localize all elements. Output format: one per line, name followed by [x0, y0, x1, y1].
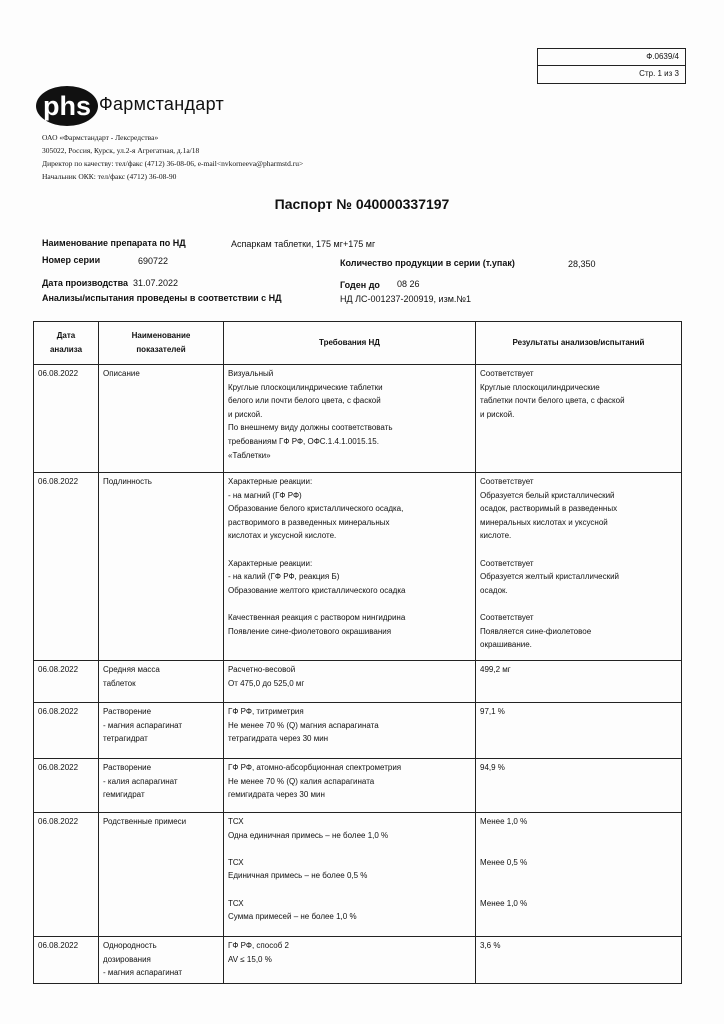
- table-row: [34, 661, 682, 703]
- header-date: Дата анализа: [34, 322, 99, 365]
- row-indicator: Растворение - магния аспарагинат тетрагидрат: [99, 703, 224, 759]
- table-row: [34, 759, 682, 813]
- company-address: 305022, Россия, Курск, ул.2-я Агрегатная, д.1а/18: [42, 146, 200, 155]
- row-date: 06.08.2022: [34, 661, 99, 703]
- logo-brand: phs: [42, 91, 92, 121]
- row-requirement: ТСХ Одна единичная примесь – не более 1,0 % ТСХ Единичная примесь – не более 0,5 % ТСХ Сумма примесей – не более 1,0 %: [224, 813, 476, 937]
- row-requirement: ГФ РФ, атомно-абсорбционная спектрометрия Не менее 70 % (Q) калия аспарагината гемигидрата через 30 мин: [224, 759, 476, 813]
- series-value: 690722: [138, 256, 169, 266]
- row-indicator: Родственные примеси: [99, 813, 224, 937]
- passport-title: Паспорт № 040000337197: [274, 196, 450, 212]
- logo-name: Фармстандарт: [99, 94, 225, 114]
- table-header-row: [34, 322, 682, 365]
- analysis-table: [33, 321, 682, 984]
- row-result: Соответствует Образуется белый кристаллический осадок, растворимый в разведенных минеральных кислотах и уксусной кислоте. Соответствует Образуется желтый кристаллический осадок. Соответствует Появляется сине-фиолетовое окрашивание.: [476, 473, 682, 661]
- nd-label: Анализы/испытания проведены в соответствии с НД: [42, 293, 282, 303]
- drug-value: Аспаркам таблетки, 175 мг+175 мг: [231, 239, 376, 249]
- row-date: 06.08.2022: [34, 703, 99, 759]
- row-result: 97,1 %: [476, 703, 682, 759]
- company-logo: [34, 84, 100, 133]
- page-counter: Стр. 1 из 3: [639, 69, 679, 78]
- row-date: 06.08.2022: [34, 937, 99, 984]
- table-row: [34, 937, 682, 984]
- form-code: Ф.0639/4: [538, 49, 685, 66]
- quality-director-contact: Директор по качеству: тел/факс (4712) 36-08-06, e-mail<nvkorneeva@pharmstd.ru>: [42, 159, 304, 168]
- row-result: 499,2 мг: [476, 661, 682, 703]
- header-indicator: Наименование показателей: [99, 322, 224, 365]
- header-requirements: Требования НД: [224, 322, 476, 365]
- quantity-value: 28,350: [568, 259, 596, 269]
- table-row: [34, 703, 682, 759]
- nd-value: НД ЛС-001237-200919, изм.№1: [340, 294, 472, 304]
- row-indicator: Средняя масса таблеток: [99, 661, 224, 703]
- header-results: Результаты анализов/испытаний: [476, 322, 682, 365]
- phs-logo-icon: [34, 84, 100, 128]
- series-label: Номер серии: [42, 255, 101, 265]
- table-row: [34, 813, 682, 937]
- row-requirement: ГФ РФ, титриметрия Не менее 70 % (Q) магния аспарагината тетрагидрата через 30 мин: [224, 703, 476, 759]
- production-date-label: Дата производства: [42, 278, 128, 288]
- company-name: ОАО «Фармстандарт - Лексредства»: [42, 133, 159, 142]
- row-date: 06.08.2022: [34, 365, 99, 473]
- quantity-label: Количество продукции в серии (т.упак): [340, 258, 515, 268]
- row-result: Менее 1,0 % Менее 0,5 % Менее 1,0 %: [476, 813, 682, 937]
- production-date-value: 31.07.2022: [133, 278, 179, 288]
- qc-head-contact: Начальник ОКК: тел/факс (4712) 36-08-90: [42, 172, 177, 181]
- expiry-value: 08 26: [397, 279, 420, 289]
- row-requirement: Характерные реакции: - на магний (ГФ РФ) Образование белого кристаллического осадка, растворимого в разведенных минеральных кислотах и уксусной кислоте. Характерные реакции: - на калий (ГФ РФ, реакция Б) Образование желтого кристаллического осадка Качественная реакция с раствором нингидрина Появление сине-фиолетового окрашивания: [224, 473, 476, 661]
- row-indicator: Растворение - калия аспарагинат гемигидрат: [99, 759, 224, 813]
- row-result: 94,9 %: [476, 759, 682, 813]
- row-date: 06.08.2022: [34, 473, 99, 661]
- table-row: [34, 473, 682, 661]
- row-indicator: Однородность дозирования - магния аспарагинат: [99, 937, 224, 984]
- expiry-label: Годен до: [340, 280, 380, 290]
- row-result: Соответствует Круглые плоскоцилиндрические таблетки почти белого цвета, с фаской и риской.: [476, 365, 682, 473]
- row-result: 3,6 %: [476, 937, 682, 984]
- row-date: 06.08.2022: [34, 813, 99, 937]
- row-indicator: Описание: [99, 365, 224, 473]
- row-indicator: Подлинность: [99, 473, 224, 661]
- company-info: [42, 131, 303, 183]
- row-requirement: ГФ РФ, способ 2 AV ≤ 15,0 %: [224, 937, 476, 984]
- form-number-box: [537, 48, 686, 84]
- drug-label: Наименование препарата по НД: [42, 238, 186, 248]
- row-requirement: Расчетно-весовой От 475,0 до 525,0 мг: [224, 661, 476, 703]
- row-date: 06.08.2022: [34, 759, 99, 813]
- table-row: [34, 365, 682, 473]
- row-requirement: Визуальный Круглые плоскоцилиндрические таблетки белого или почти белого цвета, с фаской и риской. По внешнему виду должны соответствовать требованиям ГФ РФ, ОФС.1.4.1.0015.15. «Таблетки»: [224, 365, 476, 473]
